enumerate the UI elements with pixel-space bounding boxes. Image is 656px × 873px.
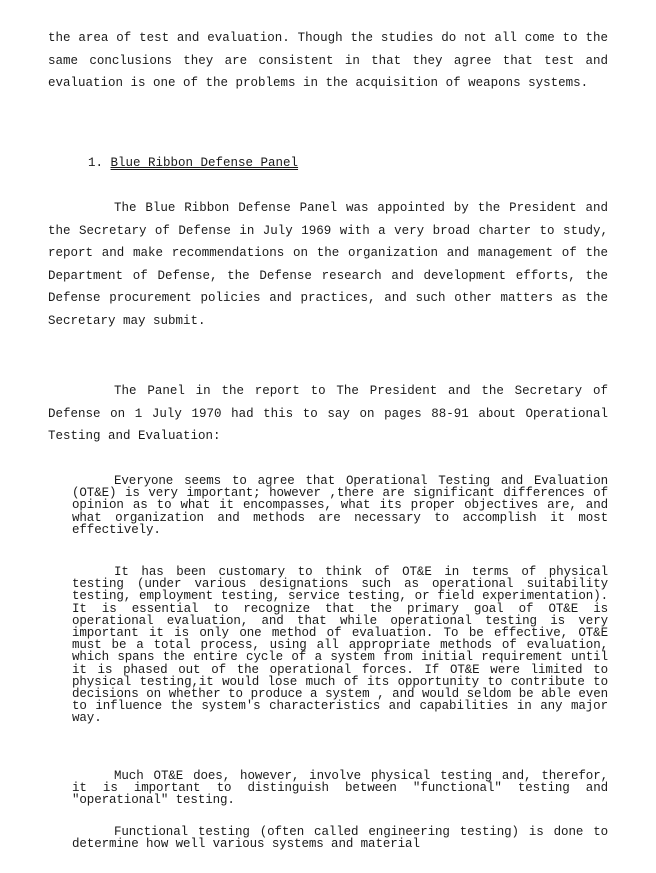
quote-paragraph-3: Much OT&E does, however, involve physical testing and, therefor, it is important to distinguish between "functional" testing and "operational" testing. [72, 769, 608, 808]
section-number: 1. [88, 156, 104, 170]
quote-paragraph-2: It has been customary to think of OT&E in terms of physical testing (under various designations such as operational suitability testing, employment testing, service testing, or field experimentation). It is essential to recognize that the primary goal of OT&E is operational evaluation, and that while operational testing is very important it is only one method of evaluation. To be effective, OT&E must be a total process, using all appropriate methods of evaluation, which spans the entire cycle of a system from initial requirement until it is phased out of the operational forces. If OT&E were limited to physical testing,it would lose much of its opportunity to contribute to decisions on whether to produce a system , and would seldom be able even to influence the system's characteristics and capabilities in any major way. [72, 565, 608, 726]
panel-description-paragraph: The Blue Ribbon Defense Panel was appointed by the President and the Secretary of Defense in July 1969 with a very broad charter to study, report and make recommendations on the organization and management of the Department of Defense, the Defense research and development efforts, the Defense procurement policies and practices, and such other matters as the Secretary may submit. [48, 201, 608, 328]
section-heading [88, 152, 298, 174]
quote-paragraph-1: Everyone seems to agree that Operational Testing and Evaluation (OT&E) is very important; however ,there are significant differences of opinion as to what it encompasses, what its proper objectives are, and what organization and methods are necessary to accomplish it most effectively. [72, 474, 608, 537]
quote-paragraph-4: Functional testing (often called engineering testing) is done to determine how well various systems and material [72, 825, 608, 852]
intro-paragraph: the area of test and evaluation. Though the studies do not all come to the same conclusions they are consistent in that they agree that test and evaluation is one of the problems in the acquisition of weapons systems. [48, 31, 608, 91]
section-title: Blue Ribbon Defense Panel [110, 156, 299, 170]
report-intro-paragraph: The Panel in the report to The President and the Secretary of Defense on 1 July 1970 had this to say on pages 88-91 about Operational Testing and Evaluation: [48, 384, 608, 444]
